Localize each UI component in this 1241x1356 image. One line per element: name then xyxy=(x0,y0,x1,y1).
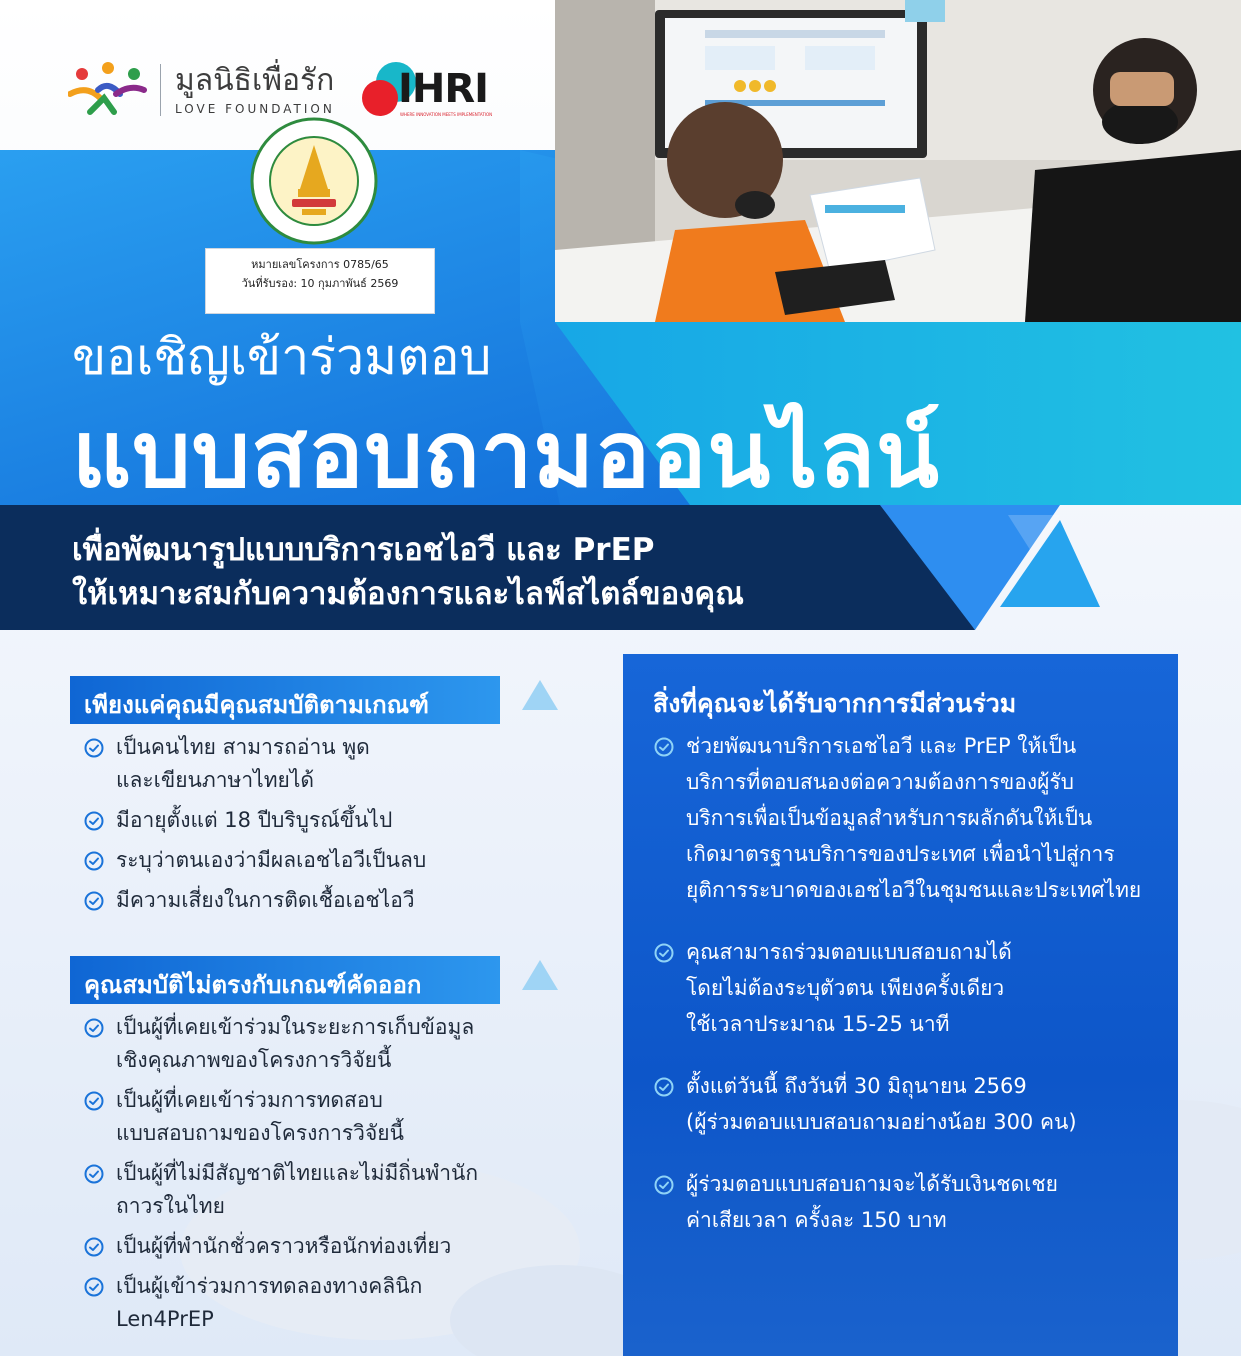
benefit-item-text: ค่าเสียเวลา ครั้งละ 150 บาท xyxy=(686,1208,947,1232)
benefit-item-text: บริการที่ตอบสนองต่อความต้องการของผู้รับ xyxy=(686,770,1075,794)
headline-online-survey: แบบสอบถามออนไลน์ xyxy=(72,401,940,508)
benefit-item-text: บริการเพื่อเป็นข้อมูลสำหรับการผลักดันให้เป็น xyxy=(686,806,1093,830)
exclusion-criterion-text: เชิงคุณภาพของโครงการวิจัยนี้ xyxy=(116,1048,392,1072)
benefit-item-text: ยุติการระบาดของเอชไอวีในชุมชนและประเทศไทย xyxy=(686,878,1142,902)
love-foundation-logo xyxy=(68,60,358,120)
benefit-item-text: เกิดมาตรฐานบริการของประเทศ เพื่อนำไปสู่การ xyxy=(686,842,1115,866)
inclusion-criterion xyxy=(84,844,426,877)
benefit-item-text: ช่วยพัฒนาบริการเอชไอวี และ PrEP ให้เป็น xyxy=(686,734,1077,758)
exclusion-criterion-text: เป็นผู้ที่ไม่มีสัญชาติไทยและไม่มีถิ่นพำนัก xyxy=(116,1161,479,1185)
exclusion-criterion-text: เป็นผู้ที่พำนักชั่วคราวหรือนักท่องเที่ยว xyxy=(116,1234,452,1258)
inclusion-criteria-title: เพียงแค่คุณมีคุณสมบัติตามเกณฑ์ xyxy=(84,691,429,719)
ihri-wordmark: IHRI xyxy=(398,66,489,112)
exclusion-criterion-text: เป็นผู้ที่เคยเข้าร่วมการทดสอบ xyxy=(116,1088,383,1112)
exclusion-criterion-text: แบบสอบถามของโครงการวิจัยนี้ xyxy=(116,1121,404,1145)
check-circle-icon xyxy=(84,738,104,758)
benefit-item-text: ใช้เวลาประมาณ 15-25 นาที xyxy=(686,1012,950,1036)
inclusion-criterion xyxy=(84,731,426,797)
check-circle-icon xyxy=(654,943,674,963)
check-circle-icon xyxy=(84,811,104,831)
exclusion-criterion-text: เป็นผู้ที่เคยเข้าร่วมในระยะการเก็บข้อมูล xyxy=(116,1015,475,1039)
exclusion-criteria-title: คุณสมบัติไม่ตรงกับเกณฑ์คัดออก xyxy=(84,971,422,999)
approval-date: วันที่รับรอง: 10 กุมภาพันธ์ 2569 xyxy=(241,277,399,290)
inclusion-criterion xyxy=(84,884,426,917)
check-circle-icon xyxy=(84,1018,104,1038)
headline-invite: ขอเชิญเข้าร่วมตอบ xyxy=(72,328,492,386)
inclusion-criteria-list xyxy=(84,731,426,924)
ihri-logo xyxy=(360,60,500,120)
benefit-item-text: คุณสามารถร่วมตอบแบบสอบถามได้ xyxy=(686,940,1012,964)
ethics-certification-box xyxy=(205,248,435,314)
faculty-of-medicine-seal xyxy=(248,115,380,247)
check-circle-icon xyxy=(654,737,674,757)
exclusion-criterion xyxy=(84,1011,478,1077)
exclusion-criterion xyxy=(84,1230,478,1263)
inclusion-criterion-text: เป็นคนไทย สามารถอ่าน พูด xyxy=(116,735,370,759)
check-circle-icon xyxy=(84,1164,104,1184)
benefit-item xyxy=(654,728,1141,908)
inclusion-criterion-text: และเขียนภาษาไทยได้ xyxy=(116,768,315,792)
benefit-item xyxy=(654,1068,1141,1140)
subheadline-line-1: เพื่อพัฒนารูปแบบบริการเอชไอวี และ PrEP xyxy=(72,532,655,568)
check-circle-icon xyxy=(84,1237,104,1257)
exclusion-criterion xyxy=(84,1157,478,1223)
inclusion-criterion-text: ระบุว่าตนเองว่ามีผลเอชไอวีเป็นลบ xyxy=(116,848,427,872)
check-circle-icon xyxy=(84,891,104,911)
project-number: หมายเลขโครงการ 0785/65 xyxy=(251,258,389,271)
love-foundation-thai-name: มูลนิธิเพื่อรัก xyxy=(175,63,335,98)
exclusion-criterion-text: Len4PrEP xyxy=(116,1307,214,1331)
benefits-list xyxy=(654,728,1141,1238)
benefit-item xyxy=(654,1166,1141,1238)
inclusion-criterion-text: มีอายุตั้งแต่ 18 ปีบริบูรณ์ขึ้นไป xyxy=(116,808,393,832)
inclusion-criterion-text: มีความเสี่ยงในการติดเชื้อเอชไอวี xyxy=(116,888,415,912)
exclusion-criterion xyxy=(84,1084,478,1150)
exclusion-criteria-header xyxy=(70,956,500,1004)
check-circle-icon xyxy=(84,851,104,871)
exclusion-criterion-text: เป็นผู้เข้าร่วมการทดลองทางคลินิก xyxy=(116,1274,423,1298)
benefit-item-text: ตั้งแต่วันนี้ ถึงวันที่ 30 มิถุนายน 2569 xyxy=(686,1074,1027,1098)
check-circle-icon xyxy=(654,1175,674,1195)
love-foundation-icon xyxy=(68,60,148,120)
check-circle-icon xyxy=(84,1277,104,1297)
benefit-item-text: (ผู้ร่วมตอบแบบสอบถามอย่างน้อย 300 คน) xyxy=(686,1110,1077,1134)
benefit-item-text: ผู้ร่วมตอบแบบสอบถามจะได้รับเงินชดเชย xyxy=(686,1172,1058,1196)
subheadline-line-2: ให้เหมาะสมกับความต้องการและไลฟ์สไตล์ของคุณ xyxy=(72,576,744,612)
counselling-photo xyxy=(555,0,1241,322)
benefits-title: สิ่งที่คุณจะได้รับจากการมีส่วนร่วม xyxy=(653,689,1017,718)
benefit-item-text: โดยไม่ต้องระบุตัวตน เพียงครั้งเดียว xyxy=(686,976,1005,1000)
benefit-item xyxy=(654,934,1141,1042)
exclusion-criteria-list xyxy=(84,1011,478,1343)
inclusion-criterion xyxy=(84,804,426,837)
ihri-tagline: WHERE INNOVATION MEETS IMPLEMENTATION xyxy=(400,112,493,117)
inclusion-criteria-header xyxy=(70,676,500,724)
check-circle-icon xyxy=(84,1091,104,1111)
love-foundation-english-name: LOVE FOUNDATION xyxy=(175,102,335,116)
check-circle-icon xyxy=(654,1077,674,1097)
exclusion-criterion xyxy=(84,1270,478,1336)
exclusion-criterion-text: ถาวรในไทย xyxy=(116,1194,225,1218)
